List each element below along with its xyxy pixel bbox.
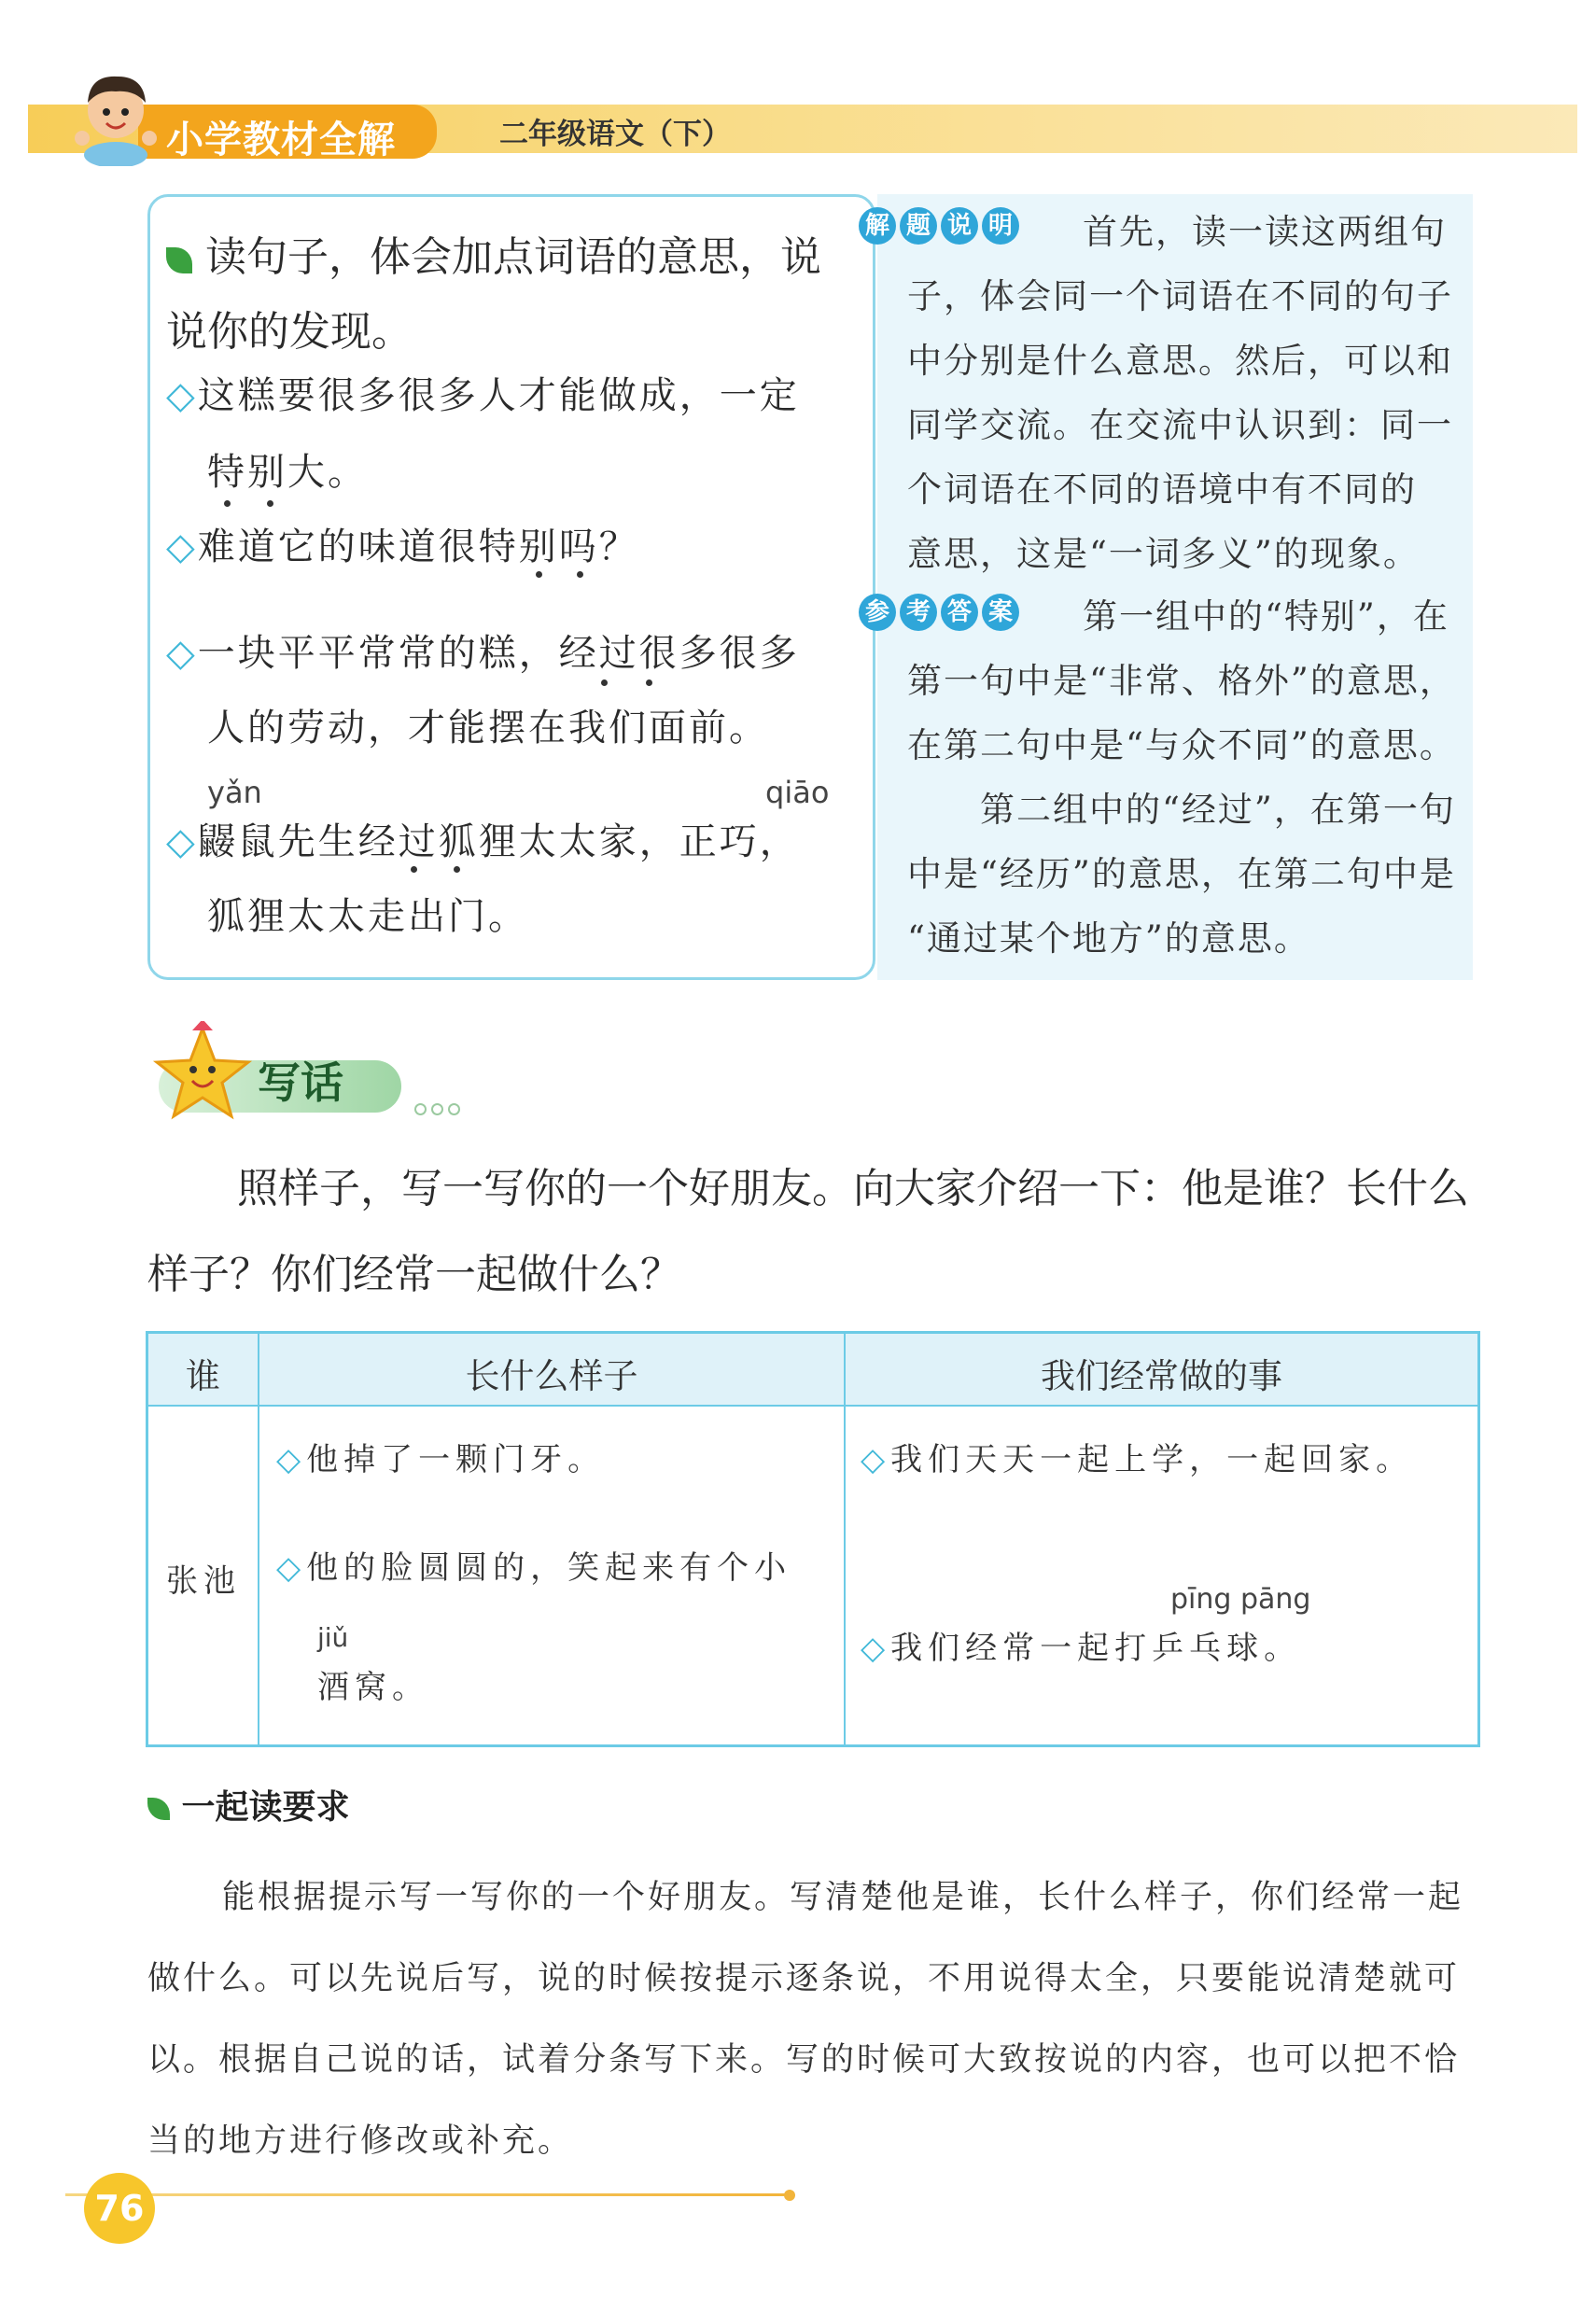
table-header-activities: 我们经常做的事 xyxy=(1041,1356,1282,1396)
section-title: 写话 xyxy=(258,1057,343,1108)
emphasis-dot xyxy=(454,866,460,873)
emphasis-dot xyxy=(536,571,542,578)
answer-text-2: 第二组中的“经过”，在第一句 中是“经历”的意思，在第二句中是 “通过某个地方”的意思。 xyxy=(907,790,1456,959)
writing-prompt: 照样子，写一写你的一个好朋友。向大家介绍一下：他是谁？长什么样子？你们经常一起做什么？ xyxy=(147,1165,1469,1298)
table-cell-who: 张池 xyxy=(166,1562,241,1600)
brand-banner xyxy=(138,105,437,159)
diamond-bullet-icon: ◇ xyxy=(166,525,198,568)
page-number: 76 xyxy=(84,2173,155,2244)
sentence-3a: ◇一块平平常常的糕，经过很多很多 xyxy=(166,632,800,675)
instruction-text: 读句子，体会加点词语的意思，说说你的发现。 xyxy=(166,233,821,356)
pinyin-qiao: qiāo xyxy=(765,775,830,810)
diamond-bullet-icon: ◇ xyxy=(166,632,198,675)
exercise-instruction xyxy=(166,220,857,370)
footer-dot xyxy=(784,2190,795,2201)
leaf-icon xyxy=(166,247,192,273)
pinyin-pingpang: pīng pāng xyxy=(1170,1583,1311,1616)
footer-line xyxy=(65,2193,793,2196)
table-cell-looks-3: 酒窝。 xyxy=(317,1669,429,1706)
sentence-3b: 人的劳动，才能摆在我们面前。 xyxy=(207,707,769,749)
table-cell-activity-1: ◇我们天天一起上学，一起回家。 xyxy=(861,1441,1414,1478)
star-mascot-icon xyxy=(151,1021,254,1124)
requirements-title: 一起读要求 xyxy=(147,1781,350,1828)
answer-badge: 参 考 答 案 xyxy=(859,594,1019,631)
table-cell-activity-2: ◇我们经常一起打乒乓球。 xyxy=(861,1630,1302,1667)
sentence-4a: ◇鼹鼠先生经过狐狸太太家，正巧， xyxy=(166,820,800,863)
answer-first-line: 第一组中的“特别”，在 xyxy=(1083,596,1449,637)
diamond-bullet-icon: ◇ xyxy=(861,1441,891,1478)
boy-mascot-icon xyxy=(69,62,162,166)
sentence-2: ◇难道它的味道很特别吗？ xyxy=(166,525,639,568)
table-divider xyxy=(148,1405,1477,1407)
sentence-1a: ◇这糕要很多很多人才能做成，一定 xyxy=(166,374,800,417)
pinyin-jiu: jiǔ xyxy=(317,1622,349,1653)
table-cell-looks-1: ◇他掉了一颗门牙。 xyxy=(276,1441,606,1478)
diamond-bullet-icon: ◇ xyxy=(861,1630,891,1667)
pinyin-yan: yǎn xyxy=(207,775,262,810)
requirements-text: 能根据提示写一写你的一个好朋友。写清楚他是谁，长什么样子，你们经常一起做什么。可以先说后写，说的时候按提示逐条说，不用说得太全，只要能说清楚就可以。根据自己说的话，试着分条写下来。写的时候可大致按说的内容，也可以把不恰当的地方进行修改或补充。 xyxy=(147,1879,1464,2160)
diamond-bullet-icon: ◇ xyxy=(276,1549,307,1587)
diamond-bullet-icon: ◇ xyxy=(166,820,198,863)
emphasis-dot xyxy=(411,866,417,873)
emphasis-dot xyxy=(267,500,273,507)
explanation-text: 子，体会同一个词语在不同的句子 中分别是什么意思。然后，可以和 同学交流。在交流中认识到：同一 个词语在不同的语境中有不同的 意思，这是“一词多义”的现象。 xyxy=(907,276,1453,574)
subject-label: 二年级语文（下） xyxy=(499,118,731,151)
leaf-icon xyxy=(147,1798,170,1820)
diamond-bullet-icon: ◇ xyxy=(166,374,198,417)
table-cell-looks-2: ◇他的脸圆圆的，笑起来有个小 xyxy=(276,1549,792,1587)
table-header-looks: 长什么样子 xyxy=(465,1356,638,1396)
sentence-1b: 特别大。 xyxy=(207,451,368,494)
answer-text: 第一句中是“非常、格外”的意思， 在第二句中是“与众不同”的意思。 xyxy=(907,661,1456,765)
emphasis-dot xyxy=(646,679,652,686)
decorative-dots xyxy=(414,1101,465,1119)
explanation-first-line: 首先，读一读这两组句 xyxy=(1083,212,1447,252)
emphasis-dot xyxy=(577,571,583,578)
sentence-4b: 狐狸太太走出门。 xyxy=(207,895,528,938)
brand-title: 小学教材全解 xyxy=(166,119,396,161)
emphasis-dot xyxy=(224,500,231,507)
diamond-bullet-icon: ◇ xyxy=(276,1441,307,1478)
emphasis-dot xyxy=(601,679,608,686)
explanation-badge: 解 题 说 明 xyxy=(859,207,1019,245)
table-header-who: 谁 xyxy=(186,1356,220,1396)
